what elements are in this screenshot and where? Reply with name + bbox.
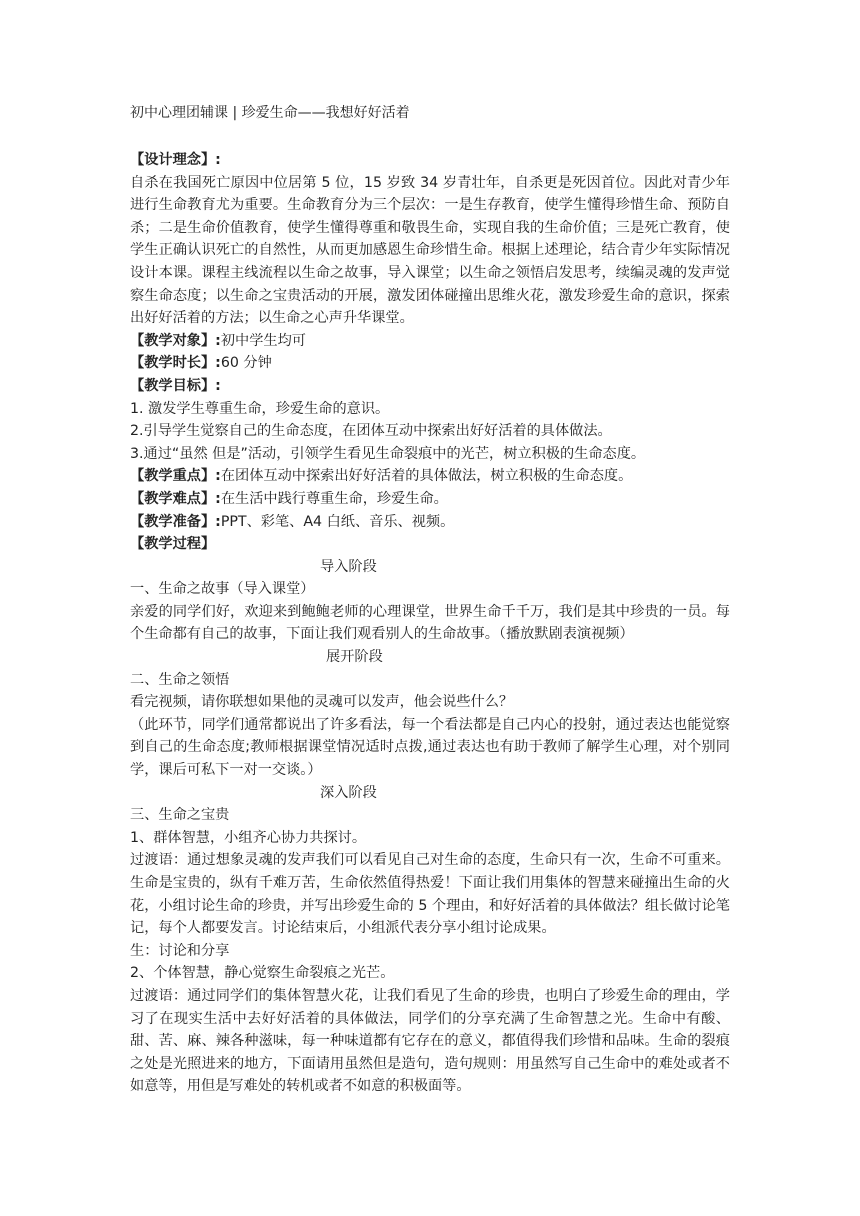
insight-question: 看完视频，请你联想如果他的灵魂可以发声，他会说些什么？ bbox=[130, 694, 514, 711]
object-label: 【教学对象】: bbox=[130, 332, 221, 349]
prep-value: PPT、彩笔、A4 白纸、音乐、视频。 bbox=[220, 513, 455, 530]
duration-line bbox=[130, 352, 730, 375]
stage-title-intro: 导入阶段 bbox=[320, 558, 377, 575]
difficulty-value: 在生活中践行尊重生命，珍爱生命。 bbox=[220, 490, 448, 507]
section-title-precious: 三、生命之宝贵 bbox=[130, 807, 230, 824]
duration-label: 【教学时长】: bbox=[130, 355, 221, 372]
document-header: 初中心理团辅课 | 珍爱生命——我想好好活着 bbox=[130, 105, 410, 121]
process-label: 【教学过程】 bbox=[130, 536, 216, 553]
sub-title-individual-wisdom: 2、个体智慧，静心觉察生命裂痕之光芒。 bbox=[130, 965, 395, 982]
object-value: 初中学生均可 bbox=[220, 332, 306, 349]
goal-item-2: 2.引导学生觉察自己的生命态度，在团体互动中探索出好好活着的具体做法。 bbox=[130, 423, 612, 440]
prep-label: 【教学准备】: bbox=[130, 513, 221, 530]
transition-text-2: 过渡语：通过同学们的集体智慧火花，让我们看见了生命的珍贵，也明白了珍爱生命的理由，学习了在现实生活中去好好活着的具体做法，同学们的分享充满了生命智慧之光。生命中有酸、甜、苦、麻、辣各种滋味，每一种味道都有它存在的意义，都值得我们珍惜和品味。生命的裂痕之处是光照进来的地方，下面请用虽然但是造句，造句规则：用虽然写自己生命中的难处或者不如意等，用但是写难处的转机或者不如意的积极面等。 bbox=[130, 987, 730, 1095]
insight-note: （此环节，同学们通常都说出了许多看法，每一个看法都是自己内心的投射，通过表达也能觉察到自己的生命态度;教师根据课堂情况适时点拨,通过表达也有助于教师了解学生心理，对个别同学，课后可私下一对一交谈。） bbox=[130, 716, 730, 779]
goal-item-3: 3.通过“虽然 但是”活动，引领学生看见生命裂痕中的光芒，树立积极的生命态度。 bbox=[130, 445, 646, 462]
difficulty-line bbox=[130, 488, 730, 511]
key-point-value: 在团体互动中探索出好好活着的具体做法，树立积极的生命态度。 bbox=[220, 468, 633, 485]
key-point-line bbox=[130, 465, 730, 488]
prep-line bbox=[130, 511, 730, 534]
goals-label: 【教学目标】: bbox=[130, 377, 221, 394]
section-title-story: 一、生命之故事（导入课堂） bbox=[130, 581, 315, 598]
stage-title-develop: 展开阶段 bbox=[326, 649, 383, 666]
stage-title-deepen: 深入阶段 bbox=[320, 784, 377, 801]
object-line bbox=[130, 330, 730, 353]
goal-item-1: 1. 激发学生尊重生命，珍爱生命的意识。 bbox=[130, 400, 390, 417]
duration-value: 60 分钟 bbox=[220, 355, 272, 372]
story-text: 亲爱的同学们好，欢迎来到鲍鲍老师的心理课堂，世界生命千千万，我们是其中珍贵的一员。每个生命都有自己的故事，下面让我们观看别人的生命故事。（播放默剧表演视频） bbox=[130, 603, 730, 643]
document-page bbox=[130, 103, 730, 1098]
student-activity: 生：讨论和分享 bbox=[130, 942, 230, 959]
transition-text-1: 过渡语：通过想象灵魂的发声我们可以看见自己对生命的态度，生命只有一次，生命不可重来。生命是宝贵的，纵有千难万苦，生命依然值得热爱！下面让我们用集体的智慧来碰撞出生命的火花，小组讨论生命的珍贵，并写出珍爱生命的 5 个理由，和好好活着的具体做法？组长做讨论笔记，每个人都要发言。讨论结束后，小组派代表分享小组讨论成果。 bbox=[130, 852, 730, 937]
section-title-insight: 二、生命之领悟 bbox=[130, 671, 230, 688]
design-text: 自杀在我国死亡原因中位居第 5 位，15 岁致 34 岁青壮年，自杀更是死因首位。因此对青少年进行生命教育尤为重要。生命教育分为三个层次：一是生存教育，使学生懂得珍惜生命、预防自杀；二是生命价值教育，使学生懂得尊重和敬畏生命，实现自我的生命价值；三是死亡教育，使学生正确认识死亡的自然性，从而更加感恩生命珍惜生命。根据上述理论，结合青少年实际情况设计本课。课程主线流程以生命之故事，导入课堂；以生命之领悟启发思考，续编灵魂的发声觉察生命态度；以生命之宝贵活动的开展，激发团体碰撞出思维火花，激发珍爱生命的意识，探索出好好活着的方法；以生命之心声升华课堂。 bbox=[130, 174, 730, 327]
key-point-label: 【教学重点】: bbox=[130, 468, 221, 485]
sub-title-group-wisdom: 1、群体智慧，小组齐心协力共探讨。 bbox=[130, 829, 367, 846]
design-label: 【设计理念】: bbox=[130, 152, 221, 168]
difficulty-label: 【教学难点】: bbox=[130, 490, 221, 507]
